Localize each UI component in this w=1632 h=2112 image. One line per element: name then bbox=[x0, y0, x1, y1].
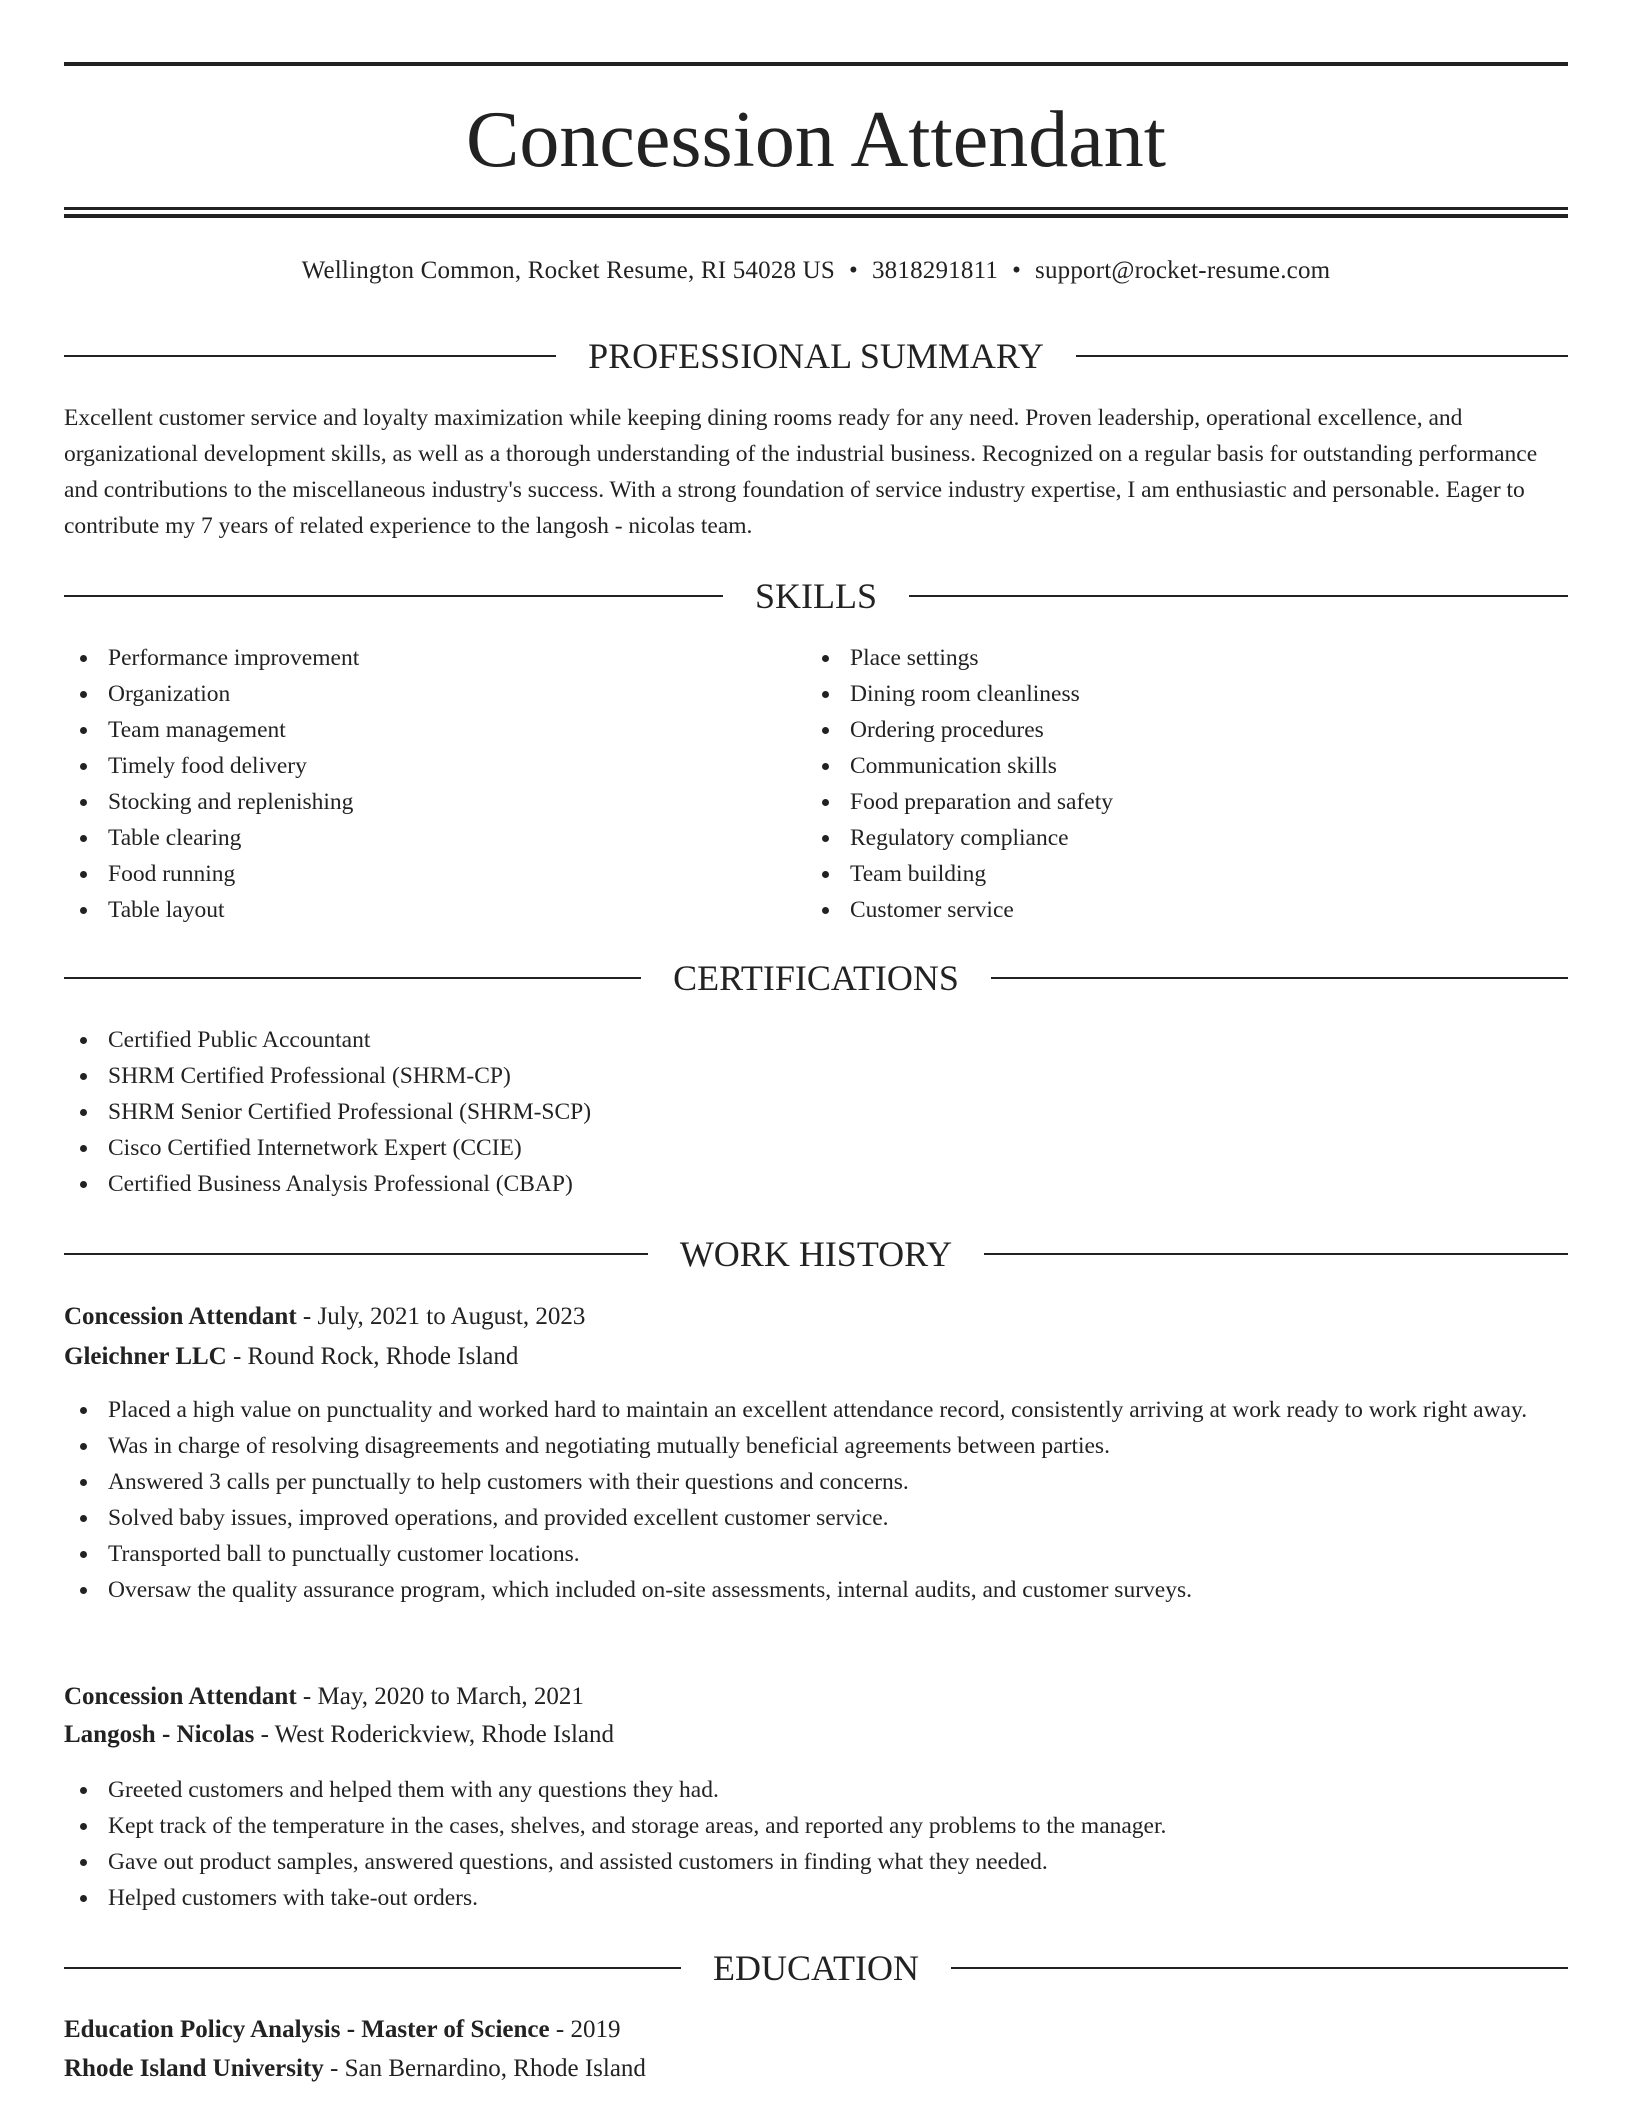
job-dates: - May, 2020 to March, 2021 bbox=[296, 1683, 584, 1710]
job-bullet: Solved baby issues, improved operations, and provided excellent customer service. bbox=[64, 1500, 1568, 1536]
skill-item: Table clearing bbox=[64, 820, 764, 856]
job-bullet: Transported ball to punctually customer locations. bbox=[64, 1536, 1568, 1572]
certifications-section-header bbox=[64, 958, 1568, 998]
double-rule bbox=[64, 207, 1568, 218]
certification-item: SHRM Certified Professional (SHRM-CP) bbox=[64, 1058, 1568, 1094]
job-bullet: Helped customers with take-out orders. bbox=[64, 1880, 1568, 1916]
divider-line bbox=[1076, 355, 1568, 357]
education-year: - 2019 bbox=[549, 2016, 621, 2043]
divider-line bbox=[64, 595, 723, 597]
divider-line bbox=[64, 1967, 681, 1969]
top-rule bbox=[64, 62, 1568, 66]
skill-item: Food preparation and safety bbox=[806, 784, 1506, 820]
skill-item: Place settings bbox=[806, 640, 1506, 676]
skill-item: Food running bbox=[64, 856, 764, 892]
skill-item: Communication skills bbox=[806, 748, 1506, 784]
job-company: Langosh - Nicolas bbox=[64, 1721, 255, 1748]
education-degree-line bbox=[64, 2011, 1568, 2049]
job-bullet: Answered 3 calls per punctually to help customers with their questions and concerns. bbox=[64, 1464, 1568, 1500]
job-bullets bbox=[64, 1392, 1568, 1608]
job-company-line bbox=[64, 1338, 1568, 1376]
job-title-line bbox=[64, 1678, 1568, 1716]
certification-item: Cisco Certified Internetwork Expert (CCIE) bbox=[64, 1130, 1568, 1166]
summary-text: Excellent customer service and loyalty maximization while keeping dining rooms ready for any need. Proven leadership, operational excellence, and organizational development skills, as well as a thorough understanding of the industrial business. Recognized on a regular basis for outstanding performance and contributions to the miscellaneous industry's success. With a strong foundation of service industry expertise, I am enthusiastic and personable. Eager to contribute my 7 years of related experience to the langosh - nicolas team. bbox=[64, 405, 1538, 539]
certification-item: Certified Business Analysis Professional (CBAP) bbox=[64, 1166, 1568, 1202]
skill-item: Team building bbox=[806, 856, 1506, 892]
skills-section-header bbox=[64, 576, 1568, 616]
contact-address: Wellington Common, Rocket Resume, RI 54028 US bbox=[301, 257, 836, 284]
job-bullets bbox=[64, 1772, 1568, 1916]
skills-list-right bbox=[806, 640, 1506, 928]
work-heading: WORK HISTORY bbox=[679, 1234, 953, 1274]
skills-list-left bbox=[64, 640, 764, 928]
resume-title: Concession Attendant bbox=[466, 96, 1166, 184]
certification-item: SHRM Senior Certified Professional (SHRM-SCP) bbox=[64, 1094, 1568, 1130]
job-location: - West Roderickview, Rhode Island bbox=[254, 1721, 615, 1748]
skills-heading: SKILLS bbox=[755, 576, 878, 616]
job-title: Concession Attendant bbox=[64, 1683, 297, 1710]
contact-separator: • bbox=[1012, 257, 1022, 284]
skill-item: Regulatory compliance bbox=[806, 820, 1506, 856]
contact-phone: 3818291811 bbox=[871, 257, 999, 284]
certifications-list bbox=[64, 1022, 1568, 1202]
work-section-header bbox=[64, 1234, 1568, 1274]
education-location: - San Bernardino, Rhode Island bbox=[323, 2055, 646, 2082]
divider-line bbox=[951, 1967, 1568, 1969]
job-bullet: Oversaw the quality assurance program, which included on-site assessments, internal audits, and customer surveys. bbox=[64, 1572, 1568, 1608]
contact-separator: • bbox=[849, 257, 858, 284]
skill-item: Ordering procedures bbox=[806, 712, 1506, 748]
contact-email: support@rocket-resume.com bbox=[1035, 257, 1331, 284]
skill-item: Customer service bbox=[806, 892, 1506, 928]
job-location: - Round Rock, Rhode Island bbox=[226, 1343, 519, 1370]
skill-item: Performance improvement bbox=[64, 640, 764, 676]
divider-line bbox=[64, 977, 641, 979]
job-company: Gleichner LLC bbox=[64, 1343, 227, 1370]
job-company-line bbox=[64, 1716, 1568, 1754]
skill-item: Team management bbox=[64, 712, 764, 748]
divider-line bbox=[909, 595, 1568, 597]
skill-item: Timely food delivery bbox=[64, 748, 764, 784]
skill-item: Dining room cleanliness bbox=[806, 676, 1506, 712]
education-section-header bbox=[64, 1948, 1568, 1988]
skill-item: Stocking and replenishing bbox=[64, 784, 764, 820]
divider-line bbox=[64, 1253, 648, 1255]
job-title-line bbox=[64, 1298, 1568, 1336]
job-title: Concession Attendant bbox=[64, 1303, 297, 1330]
divider-line bbox=[64, 355, 556, 357]
summary-heading: PROFESSIONAL SUMMARY bbox=[588, 336, 1044, 376]
education-degree: Education Policy Analysis - Master of Science bbox=[64, 2016, 550, 2043]
job-bullet: Gave out product samples, answered questions, and assisted customers in finding what they needed. bbox=[64, 1844, 1568, 1880]
certification-item: Certified Public Accountant bbox=[64, 1022, 1568, 1058]
skill-item: Table layout bbox=[64, 892, 764, 928]
job-bullet: Greeted customers and helped them with any questions they had. bbox=[64, 1772, 1568, 1808]
education-school-line bbox=[64, 2050, 1568, 2088]
divider-line bbox=[991, 977, 1568, 979]
job-bullet: Kept track of the temperature in the cases, shelves, and storage areas, and reported any problems to the manager. bbox=[64, 1808, 1568, 1844]
job-bullet: Was in charge of resolving disagreements and negotiating mutually beneficial agreements between parties. bbox=[64, 1428, 1568, 1464]
divider-line bbox=[984, 1253, 1568, 1255]
education-school: Rhode Island University bbox=[64, 2055, 324, 2082]
summary-section-header bbox=[64, 336, 1568, 376]
job-dates: - July, 2021 to August, 2023 bbox=[296, 1303, 586, 1330]
education-heading: EDUCATION bbox=[713, 1948, 919, 1988]
contact-line bbox=[64, 252, 1568, 290]
certifications-heading: CERTIFICATIONS bbox=[673, 958, 959, 998]
job-bullet: Placed a high value on punctuality and worked hard to maintain an excellent attendance record, consistently arriving at work ready to work right away. bbox=[64, 1392, 1568, 1428]
skill-item: Organization bbox=[64, 676, 764, 712]
